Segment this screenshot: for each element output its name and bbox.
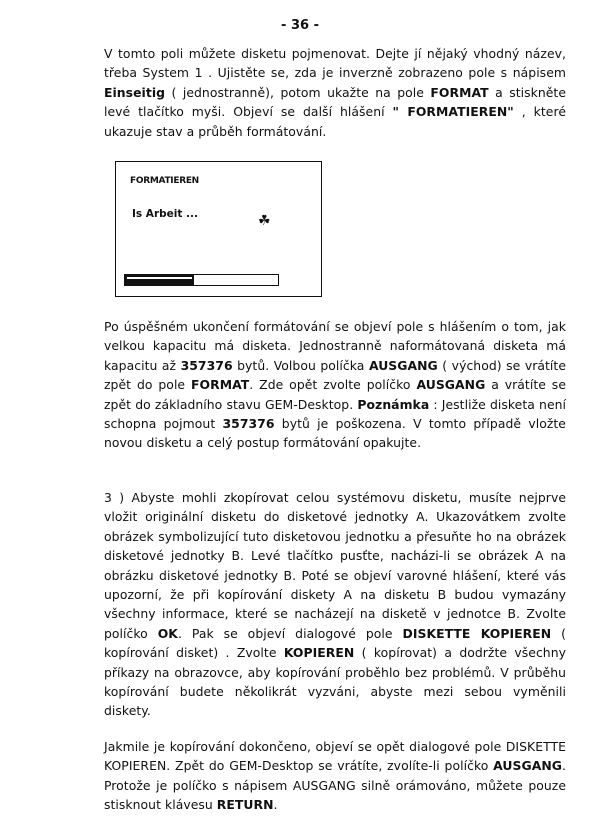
bold-term-diskette-kopieren: DISKETTE KOPIEREN [402,625,552,641]
text-run: V tomto poli můžete disketu pojmenovat. Dejte jí nějaký vhodný název, třeba System 1 . Ujistěte se, zda je inverzně zobrazeno pole s nápisem [104,46,566,81]
bold-term-ausgang: AUSGANG [493,758,562,774]
bold-term-formatieren: " FORMATIEREN" [392,104,514,120]
dialog-status-text: Is Arbeit ... [132,208,198,220]
text-run: Po úspěšném ukončení formátování se objeví pole s hlášením o tom, jak velkou kapacitu má disketa. Jednostranně naformátovaná disketa má kapacitu až [104,319,566,373]
dialog-title: FORMATIEREN [130,176,199,186]
bold-term-einseitig: Einseitig [104,84,166,100]
bold-number-capacity: 357376 [222,416,275,432]
paragraph-copy-done [70,737,566,815]
bold-term-ok: OK [157,625,178,641]
bold-term-kopieren: KOPIEREN [283,645,355,661]
text-run: ( kopírování disket) . Zvolte [104,625,567,661]
text-run: : Jestliže disketa není schopna pojmout [104,396,567,432]
bold-term-format: FORMAT [191,377,250,393]
busy-bee-icon: ☘ [258,213,271,229]
bold-term-return: RETURN [216,797,274,813]
text-run: . [273,797,278,813]
text-run: 3 ) Abyste mohli zkopírovat celou systémovu disketu, musíte nejprve vložit originální disketu do disketové jednotky A. Ukazovátkem zvolte obrázek symbolizující tuto disketovou jednotku a přesuňte ho na obrázek disketové jednotky B. Levé tlačítko pusťte, nacházi-li se obrázek A na obrázku disketové jednotky B. Poté se objeví varovné hlášení, které vás upozorní, že při kopírování diskety A na disketu B budou vymazány všechny informace, které se nacházejí na disketě v jednotce B. Zvolte políčko [104,490,566,641]
page-number: - 36 - [281,18,319,33]
progress-fill [125,275,194,285]
bold-term-ausgang: AUSGANG [416,377,486,393]
bold-term-poznamka: Poznámka [357,396,430,412]
bold-term-format: FORMAT [430,84,489,100]
bold-number-capacity: 357376 [180,357,233,373]
text-run: . Pak se objeví dialogové pole [177,625,403,641]
format-progress-bar [124,274,279,286]
text-run: Jakmile je kopírování dokončeno, objeví se opět dialogové pole DISKETTE KOPIEREN. Zpět do GEM-Desktop se vrátíte, zvolíte-li políčko [104,739,566,774]
text-run: bytů je poškozena. V tomto případě vložte novou disketu a celý postup formátování opakujte. [104,416,566,451]
bold-term-ausgang: AUSGANG [368,357,438,373]
paragraph-copy-disk [70,488,566,721]
text-run: . Zde opět zvolte políčko [249,377,417,393]
paragraph-capacity [70,317,566,453]
text-run: a stiskněte levé tlačítko myši. Objeví se další hlášení [104,84,566,120]
formatting-dialog [115,161,322,297]
text-run: ( východ) se vrátíte zpět do pole [104,357,566,393]
text-run: bytů. Volbou políčka [232,357,369,373]
paragraph-naming-disk [70,44,566,141]
text-run: ( kopírovat) a dodržte všechny příkazy na obrazovce, aby kopírování proběhlo bez problémů. V průběhu kopírování budete několikrát vyzváni, abyste mezi sebou vyměnili diskety. [104,645,566,719]
text-run: a vrátíte se zpět do základního stavu GEM-Desktop. [104,377,566,412]
text-run: , které ukazuje stav a průběh formátování. [104,104,566,139]
text-run: ( jednostranně), potom ukažte na pole [165,84,431,100]
text-run: . Protože je políčko s nápisem AUSGANG silně orámováno, můžete pouze stisknout klávesu [104,758,566,813]
